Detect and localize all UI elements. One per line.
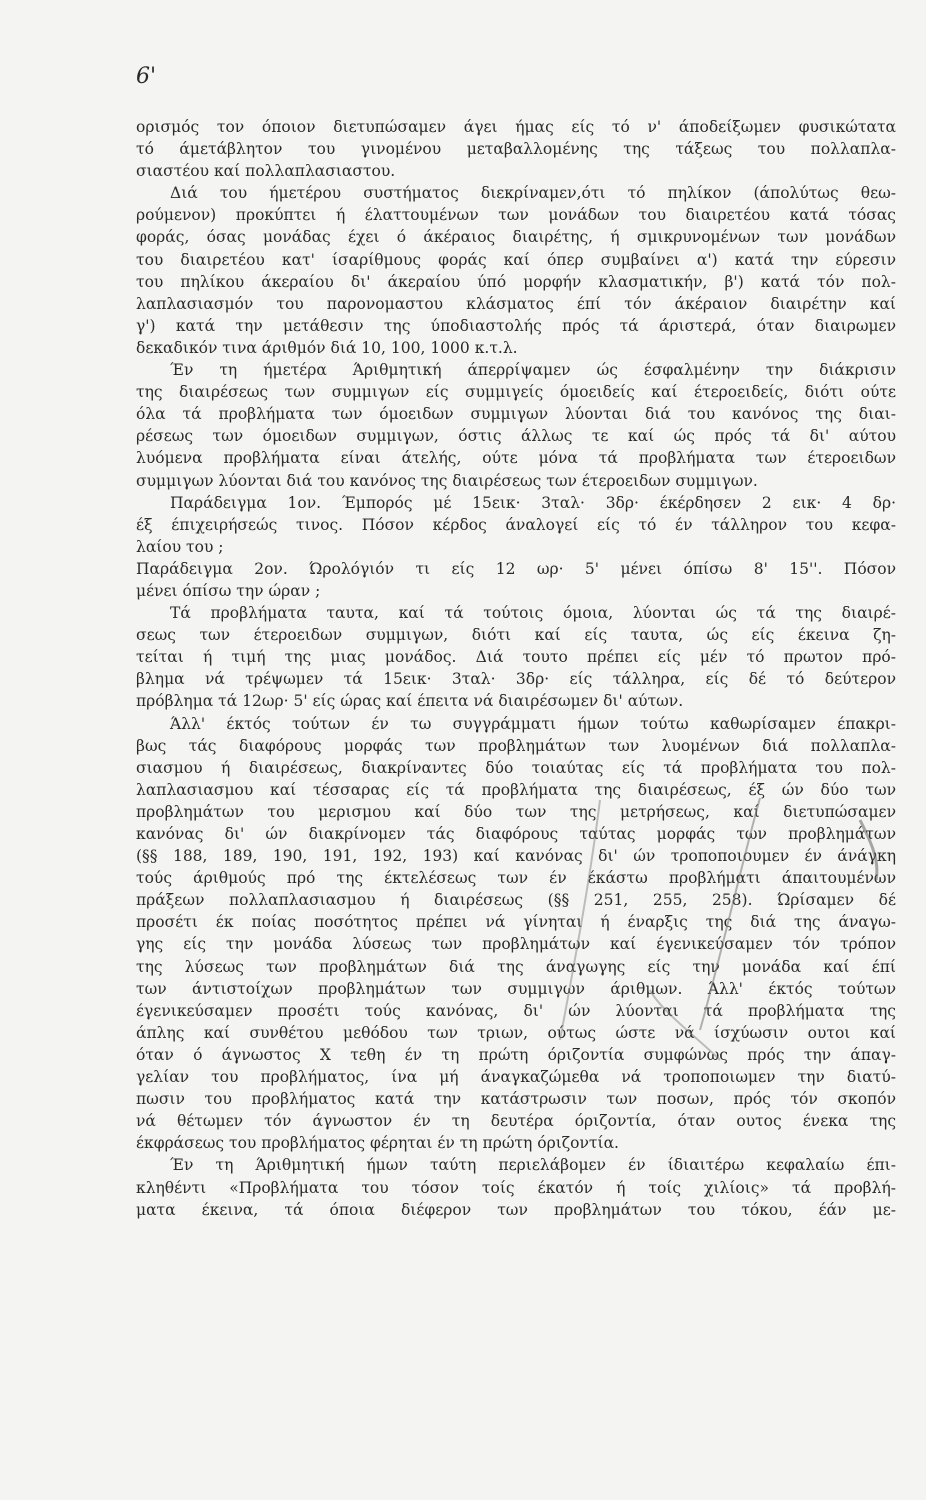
- text-line: πωσιν του προβλήματος κατά την κατάστρωσιν των ποσων, πρός τόν σκοπόν: [136, 1090, 896, 1109]
- body-text: [136, 116, 896, 1221]
- text-line: Παράδειγμα 1ον. Έμπορός μέ 15εικ· 3ταλ· 3δρ· έκέρδησεν 2 εικ· 4 δρ·: [170, 493, 896, 512]
- text-line: κανόνας δι' ών διακρίνομεν τάς διαφόρους ταύτας μορφάς των προβλημάτων: [136, 825, 896, 843]
- text-line: νά θέτωμεν τόν άγνωστον έν τη δευτέρα όριζοντία, όταν ουτος ένεκα της: [136, 1112, 896, 1131]
- text-line: βλημα νά τρέψωμεν τά 15εικ· 3ταλ· 3δρ· είς τάλληρα, είς δέ τό δεύτερον: [136, 670, 896, 689]
- text-line: Έν τη Άριθμητική ήμων ταύτη περιελάβομεν έν ίδιαιτέρω κεφαλαίω έπι-: [170, 1156, 896, 1175]
- text-line: πρόβλημα τά 12ωρ· 5' είς ώρας καί έπειτα νά διαιρέσωμεν δι' αύτων.: [136, 692, 684, 711]
- text-line: Παράδειγμα 2ον. Ώρολόγιόν τι είς 12 ωρ· 5' μένει όπίσω 8' 15''. Πόσον: [136, 559, 896, 578]
- text-line: γ') κατά την μετάθεσιν της ύποδιαστολής πρός τά άριστερά, όταν διαιρωμεν: [136, 316, 896, 335]
- text-line: γελίαν του προβλήματος, ίνα μή άναγκαζώμεθα νά τροποποιωμεν την διατύ-: [136, 1068, 896, 1087]
- text-line: ορισμός τον όποιον διετυπώσαμεν άγει ήμας είς τό ν' άποδείξωμεν φυσικώτατα: [136, 118, 896, 136]
- text-line: έκφράσεως του προβλήματος φέρηται έν τη πρώτη όριζοντία.: [136, 1134, 619, 1153]
- text-line: σιαστέου καί πολλαπλασιαστου.: [136, 162, 396, 181]
- text-line: γης είς την μονάδα λύσεως των προβλημάτων καί έγενικεύσαμεν τόν τρόπον: [136, 935, 896, 954]
- text-line: προβλημάτων του μερισμου καί δύο των της μετρήσεως, καί διετυπώσαμεν: [136, 802, 896, 821]
- text-line: λυόμενα προβλήματα είναι άτελής, ούτε μόνα τά προβλήματα των έτεροειδων: [136, 449, 896, 468]
- text-line: τούς άριθμούς πρό της έκτελέσεως των έν έκάστω προβλήματι άπαιτουμένων: [136, 869, 896, 888]
- text-line: Διά του ήμετέρου συστήματος διεκρίναμεν,ότι τό πηλίκον (άπολύτως θεω-: [170, 184, 896, 203]
- text-line: ματα έκεινα, τά όποια διέφερον των προβλημάτων του τόκου, έάν με-: [136, 1200, 896, 1219]
- text-line: συμμιγων λύονται διά του κανόνος της διαιρέσεως των έτεροειδων συμμιγων.: [136, 471, 758, 490]
- text-line: των άντιστοίχων προβλημάτων των συμμιγων άριθμων. Άλλ' έκτός τούτων: [136, 979, 896, 998]
- text-line: δεκαδικόν τινα άριθμόν διά 10, 100, 1000 κ.τ.λ.: [136, 338, 518, 357]
- text-line: της διαιρέσεως των συμμιγων είς συμμιγείς όμοειδείς καί έτεροειδείς, διότι ούτε: [136, 383, 896, 402]
- text-line: τείται ή τιμή της μιας μονάδος. Διά τουτο πρέπει είς μέν τό πρωτον πρό-: [136, 648, 896, 667]
- text-line: έγενικεύσαμεν προσέτι τούς κανόνας, δι' ών λύονται τά προβλήματα της: [136, 1001, 896, 1020]
- text-line: προσέτι έκ ποίας ποσότητος πρέπει νά γίνηται ή έναρξις της διά της άναγω-: [136, 913, 896, 932]
- text-line: άπλης καί συνθέτου μεθόδου των τριων, ούτως ώστε νά ίσχύωσιν ουτοι καί: [136, 1023, 896, 1042]
- text-line: λαπλασιασμου καί τέσσαρας είς τά προβλήματα της διαιρέσεως, έξ ών δύο των: [136, 780, 896, 799]
- text-line: σεως των έτεροειδων συμμιγων, διότι καί είς ταυτα, ώς είς έκεινα ζη-: [136, 626, 896, 645]
- text-line: φοράς, όσας μονάδας έχει ό άκέραιος διαιρέτης, ή σμικρυνομένων των μονάδων: [136, 228, 896, 247]
- text-line: της λύσεως των προβλημάτων διά της άναγωγης είς την μονάδα καί έπί: [136, 957, 896, 976]
- text-line: κληθέντι «Προβλήματα του τόσον τοίς έκατόν ή τοίς χιλίοις» τά προβλή-: [136, 1178, 896, 1197]
- text-line: όλα τά προβλήματα των όμοειδων συμμιγων λύονται διά του κανόνος της διαι-: [136, 405, 896, 424]
- text-line: ρέσεως των όμοειδων συμμιγων, όστις άλλως τε καί ώς πρός τά δι' αύτου: [136, 427, 896, 446]
- text-line: βως τάς διαφόρους μορφάς των προβλημάτων των λυομένων διά πολλαπλα-: [136, 736, 896, 755]
- text-line: σιασμου ή διαιρέσεως, διακρίναντες δύο τοιαύτας είς τά προβλήματα του πολ-: [136, 758, 896, 777]
- text-line: λαπλασιασμόν του παρονομαστου κλάσματος έπί τόν άκέραιον διαιρέτην καί: [136, 294, 896, 313]
- text-line: Τά προβλήματα ταυτα, καί τά τούτοις όμοια, λύονται ώς τά της διαιρέ-: [170, 604, 896, 623]
- text-line: πράξεων πολλαπλασιασμου ή διαιρέσεως (§§ 251, 255, 258). Ώρίσαμεν δέ: [136, 891, 896, 910]
- text-line: του διαιρετέου κατ' ίσαρίθμους φοράς καί όπερ συμβαίνει α') κατά την εύρεσιν: [136, 250, 896, 269]
- text-line: λαίου του ;: [136, 537, 224, 556]
- text-line: όταν ό άγνωστος Χ τεθη έν τη πρώτη όριζοντία συμφώνως πρός την άπαγ-: [136, 1045, 896, 1064]
- text-line: Έν τη ήμετέρα Άριθμητική άπερρίψαμεν ώς έσφαλμένην την διάκρισιν: [170, 361, 896, 380]
- text-line: ρούμενον) προκύπτει ή έλαττουμένων των μονάδων του διαιρετέου κατά τόσας: [136, 206, 896, 225]
- text-line: έξ έπιχειρήσεώς τινος. Πόσον κέρδος άναλογεί είς τό έν τάλληρον του κεφα-: [136, 515, 896, 534]
- text-line: τό άμετάβλητον του γινομένου μεταβαλλομένης της τάξεως του πολλαπλα-: [136, 140, 896, 159]
- text-line: Άλλ' έκτός τούτων έν τω συγγράμματι ήμων τούτω καθωρίσαμεν έπακρι-: [170, 714, 896, 733]
- page-number: 6': [136, 64, 157, 89]
- text-line: μένει όπίσω την ώραν ;: [136, 581, 321, 600]
- text-line: του πηλίκου άκεραίου δι' άκεραίου ύπό μορφήν κλασματικήν, β') κατά τόν πολ-: [136, 272, 896, 291]
- text-line: (§§ 188, 189, 190, 191, 192, 193) καί κανόνας δι' ών τροποποιουμεν έν άνάγκη: [136, 847, 896, 866]
